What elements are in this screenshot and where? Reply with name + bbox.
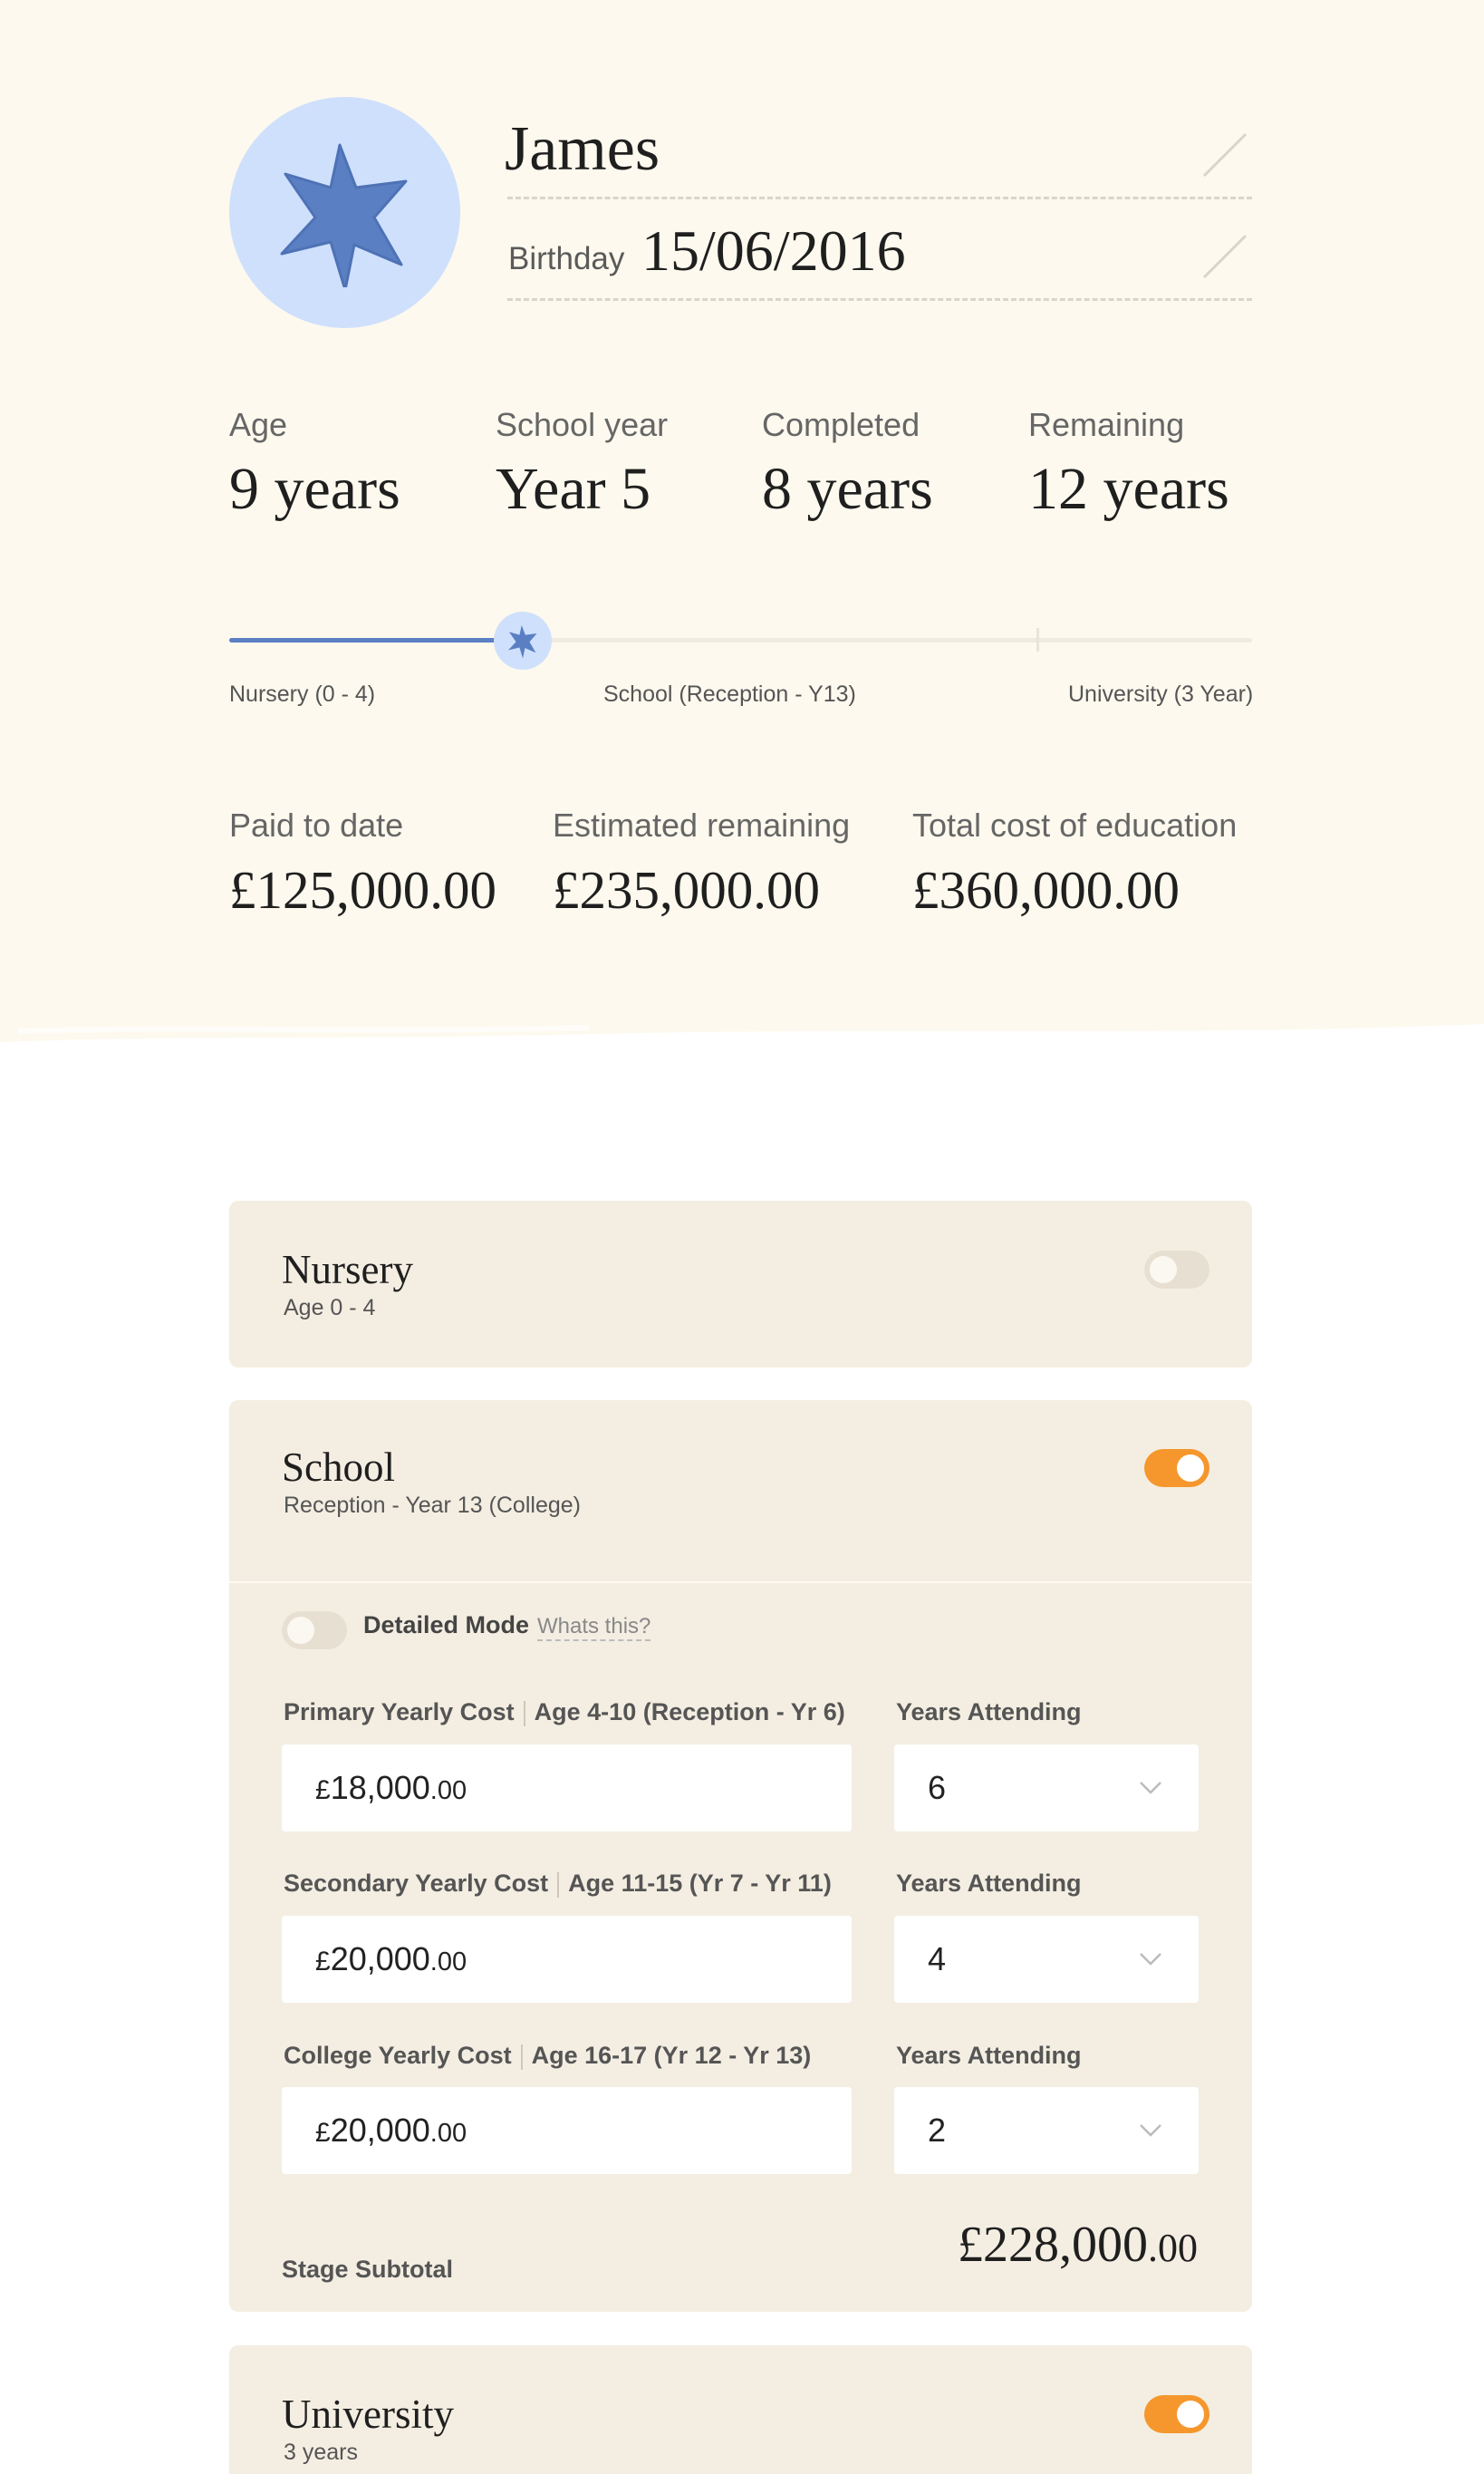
- cost-estimated-remaining: [553, 807, 850, 922]
- college-years-select[interactable]: 2: [894, 2087, 1199, 2174]
- cost-field-label: Secondary Yearly Cost: [284, 1870, 549, 1897]
- timeline-progress: [229, 638, 522, 643]
- stat-school-year: [496, 406, 668, 524]
- cost-paid-to-date: [229, 807, 496, 922]
- stat-label: School year: [496, 406, 669, 443]
- timeline-label-nursery: Nursery (0 - 4): [229, 681, 376, 707]
- stat-completed: [762, 406, 933, 524]
- star-icon: [275, 138, 415, 287]
- school-subtitle: Reception - Year 13 (College): [284, 1493, 581, 1518]
- timeline-tick: [1036, 628, 1039, 652]
- stage-subtotal-label: Stage Subtotal: [282, 2256, 454, 2283]
- nursery-title: Nursery: [282, 1247, 413, 1292]
- years-attending-label: Years Attending: [896, 1870, 1082, 1897]
- age-range-label: Age 16-17 (Yr 12 - Yr 13): [531, 2042, 812, 2069]
- age-range-label: Age 4-10 (Reception - Yr 6): [534, 1698, 845, 1725]
- birthday-value: 15/06/2016: [641, 218, 906, 283]
- star-icon: [506, 623, 539, 658]
- cost-label: Total cost of education: [912, 807, 1238, 844]
- timeline-label-university: University (3 Year): [1068, 681, 1254, 707]
- school-toggle[interactable]: [1144, 1449, 1209, 1487]
- avatar[interactable]: [229, 97, 460, 328]
- years-attending-label: Years Attending: [896, 1698, 1082, 1725]
- age-range-label: Age 11-15 (Yr 7 - Yr 11): [568, 1870, 832, 1897]
- chevron-down-icon: [1139, 1952, 1162, 1967]
- edit-birthday-icon[interactable]: [1202, 234, 1248, 279]
- toggle-knob: [1177, 1454, 1204, 1482]
- college-cost-label: [284, 2042, 811, 2070]
- stat-remaining: [1028, 406, 1229, 524]
- whats-this-link[interactable]: Whats this?: [537, 1614, 650, 1641]
- name-underline: [507, 197, 1252, 199]
- secondary-cost-input[interactable]: £20,000.00: [282, 1916, 852, 2003]
- detailed-mode-label: Detailed Mode: [363, 1611, 530, 1638]
- toggle-knob: [287, 1617, 314, 1644]
- cost-total: [912, 807, 1237, 922]
- cost-field-label: Primary Yearly Cost: [284, 1698, 515, 1725]
- nursery-card: [229, 1201, 1252, 1367]
- card-divider: [229, 1581, 1252, 1583]
- cost-label: Estimated remaining: [553, 807, 851, 844]
- college-cost-input[interactable]: £20,000.00: [282, 2087, 852, 2174]
- cost-value: £360,000.00: [912, 860, 1180, 920]
- secondary-years-select[interactable]: 4: [894, 1916, 1199, 2003]
- edit-name-icon[interactable]: [1202, 132, 1248, 178]
- timeline-label-school: School (Reception - Y13): [603, 681, 856, 707]
- chevron-down-icon: [1139, 2123, 1162, 2138]
- stat-label: Age: [229, 406, 288, 443]
- stat-label: Remaining: [1028, 406, 1185, 443]
- toggle-knob: [1177, 2401, 1204, 2428]
- stage-subtotal-value: £228,000.00: [958, 2217, 1198, 2273]
- university-toggle[interactable]: [1144, 2395, 1209, 2433]
- primary-years-select[interactable]: 6: [894, 1744, 1199, 1831]
- stat-value: Year 5: [496, 456, 651, 522]
- detailed-mode-toggle[interactable]: [282, 1611, 347, 1649]
- cost-value: £235,000.00: [553, 860, 820, 920]
- chevron-down-icon: [1139, 1781, 1162, 1795]
- university-card: [229, 2345, 1252, 2474]
- years-attending-label: Years Attending: [896, 2042, 1082, 2069]
- stat-value: 9 years: [229, 456, 400, 522]
- stat-label: Completed: [762, 406, 920, 443]
- birthday-underline: [507, 298, 1252, 301]
- cost-field-label: College Yearly Cost: [284, 2042, 512, 2069]
- nursery-toggle[interactable]: [1144, 1251, 1209, 1289]
- toggle-knob: [1150, 1256, 1177, 1283]
- timeline-marker[interactable]: [494, 612, 552, 670]
- stat-value: 8 years: [762, 456, 933, 522]
- cost-label: Paid to date: [229, 807, 404, 844]
- cost-value: £125,000.00: [229, 860, 496, 920]
- school-title: School: [282, 1445, 396, 1490]
- stat-age: [229, 406, 400, 524]
- university-title: University: [282, 2392, 454, 2437]
- birthday-label: Birthday: [508, 241, 625, 276]
- school-card: [229, 1400, 1252, 2312]
- nursery-subtitle: Age 0 - 4: [284, 1295, 376, 1320]
- university-subtitle: 3 years: [284, 2440, 358, 2465]
- stat-value: 12 years: [1028, 456, 1229, 522]
- primary-cost-input[interactable]: £18,000.00: [282, 1744, 852, 1831]
- child-name: James: [505, 114, 660, 184]
- primary-cost-label: [284, 1698, 845, 1726]
- secondary-cost-label: [284, 1870, 832, 1898]
